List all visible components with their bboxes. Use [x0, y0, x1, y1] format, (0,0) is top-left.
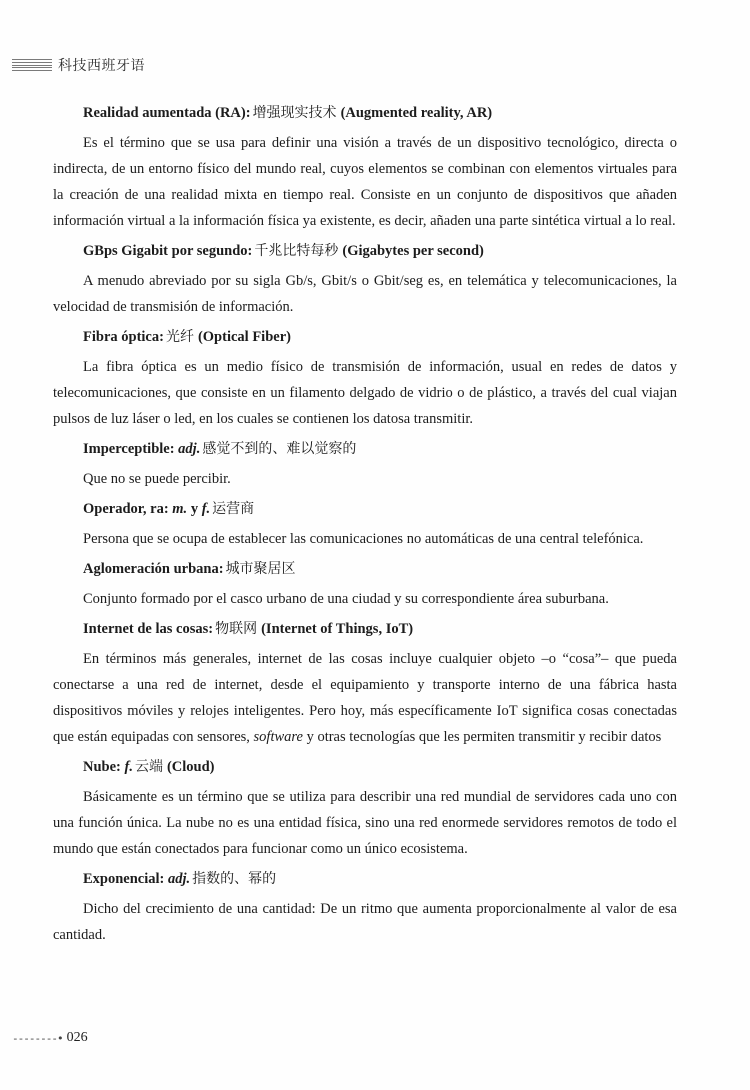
entry-heading	[83, 326, 677, 348]
page-number: 026	[66, 1030, 88, 1045]
entry-definition: Persona que se ocupa de establecer las comunicaciones no automáticas de una central telefónica.	[83, 531, 644, 547]
glossary-entry	[53, 102, 677, 234]
term-chinese: 增强现实技术	[252, 105, 337, 121]
term-chinese: 千兆比特每秒	[254, 243, 339, 259]
running-header	[12, 53, 145, 77]
definition-italic-text: software	[253, 729, 303, 745]
glossary-entry	[53, 756, 677, 862]
definition-text: En términos más generales, internet de las cosas incluye cualquier objeto –o “cosa”– que pueda conectarse a una red de internet, desde el equipamiento y transporte interno de una fábrica hasta dispositivos móviles y relojes inteligentes. Pero hoy, más específicamente IoT significa cosas conectadas que están equipadas con sensores,	[53, 651, 677, 745]
book-title: 科技西班牙语	[58, 58, 145, 74]
term-english: (Augmented reality, AR)	[340, 105, 493, 121]
term-spanish: Operador, ra:	[83, 501, 169, 517]
entry-definition: Conjunto formado por el casco urbano de una ciudad y su correspondiente área suburbana.	[83, 591, 609, 607]
term-english: (Internet of Things, IoT)	[261, 621, 414, 637]
term-spanish: Aglomeración urbana:	[83, 561, 224, 577]
term-spanish: Internet de las cosas:	[83, 621, 214, 637]
grammar-tag: f.	[124, 759, 133, 775]
grammar-tag: adj.	[168, 871, 191, 887]
entry-definition: Básicamente es un término que se utiliza para describir una red mundial de servidores cada uno con una función única. La nube no es una entidad física, sino una red enormede servidores remotos de todo el mundo que están conectados para funcionar como un único ecosistema.	[53, 789, 677, 857]
entry-definition: Es el término que se usa para definir una visión a través de un dispositivo tecnológico, directa o indirecta, de un entorno físico del mundo real, cuyos elementos se combinan con elementos virtuales para la creación de una realidad mixta en tiempo real. Consiste en un conjunto de dispositivos que añaden información virtual a la información física ya existente, es decir, añaden una parte sintética virtual a lo real.	[53, 135, 677, 229]
glossary-entry	[53, 326, 677, 432]
term-spanish: Imperceptible:	[83, 441, 175, 457]
entry-heading	[83, 868, 677, 890]
term-chinese: 物联网	[215, 621, 258, 637]
glossary-entry	[53, 240, 677, 320]
term-chinese: 运营商	[212, 501, 255, 517]
term-english: (Optical Fiber)	[197, 329, 291, 345]
glossary-entry	[53, 498, 677, 552]
entry-heading	[83, 240, 677, 262]
glossary-entry	[53, 438, 677, 492]
footer-leader-icon: --------•	[12, 1031, 63, 1045]
term-english: (Gigabytes per second)	[342, 243, 484, 259]
term-chinese: 感觉不到的、难以觉察的	[202, 441, 357, 457]
term-spanish: Realidad aumentada (RA):	[83, 105, 251, 121]
term-spanish: Nube:	[83, 759, 121, 775]
glossary-entry	[53, 558, 677, 612]
entry-definition: Dicho del crecimiento de una cantidad: De un ritmo que aumenta proporcionalmente al valor de esa cantidad.	[53, 901, 677, 943]
term-chinese: 城市聚居区	[225, 561, 296, 577]
entry-definition	[53, 646, 677, 750]
entry-heading	[83, 558, 677, 580]
term-chinese: 云端	[134, 759, 163, 775]
term-spanish: GBps Gigabit por segundo:	[83, 243, 253, 259]
entry-heading	[83, 438, 677, 460]
grammar-tag: adj.	[178, 441, 201, 457]
grammar-tag: m.	[172, 501, 188, 517]
grammar-tag: f.	[201, 501, 211, 517]
term-chinese: 指数的、幂的	[192, 871, 277, 887]
term-spanish: Exponencial:	[83, 871, 165, 887]
glossary-entry	[53, 868, 677, 948]
glossary-entry	[53, 618, 677, 750]
entry-definition: La fibra óptica es un medio físico de transmisión de información, usual en redes de datos y telecomunicaciones, que consiste en un filamento delgado de vidrio o de plástico, a través del cual viajan pulsos de luz láser o led, en los cuales se contienen los datosa transmitir.	[53, 359, 677, 427]
entry-heading	[83, 618, 677, 640]
entry-heading	[83, 498, 677, 520]
definition-text: y otras tecnologías que les permiten transmitir y recibir datos	[302, 729, 662, 745]
page-footer	[12, 1030, 88, 1046]
entry-heading	[83, 102, 677, 124]
entry-definition: Que no se puede percibir.	[83, 471, 231, 487]
entry-definition: A menudo abreviado por su sigla Gb/s, Gbit/s o Gbit/seg es, en telemática y telecomunicaciones, la velocidad de transmisión de información.	[53, 273, 677, 315]
term-chinese: 光纤	[165, 329, 194, 345]
term-english: (Cloud)	[166, 759, 215, 775]
glossary-content	[53, 102, 677, 954]
header-rule-icon	[12, 59, 52, 71]
term-spanish: Fibra óptica:	[83, 329, 164, 345]
entry-heading	[83, 756, 677, 778]
grammar-join: y	[190, 501, 199, 517]
